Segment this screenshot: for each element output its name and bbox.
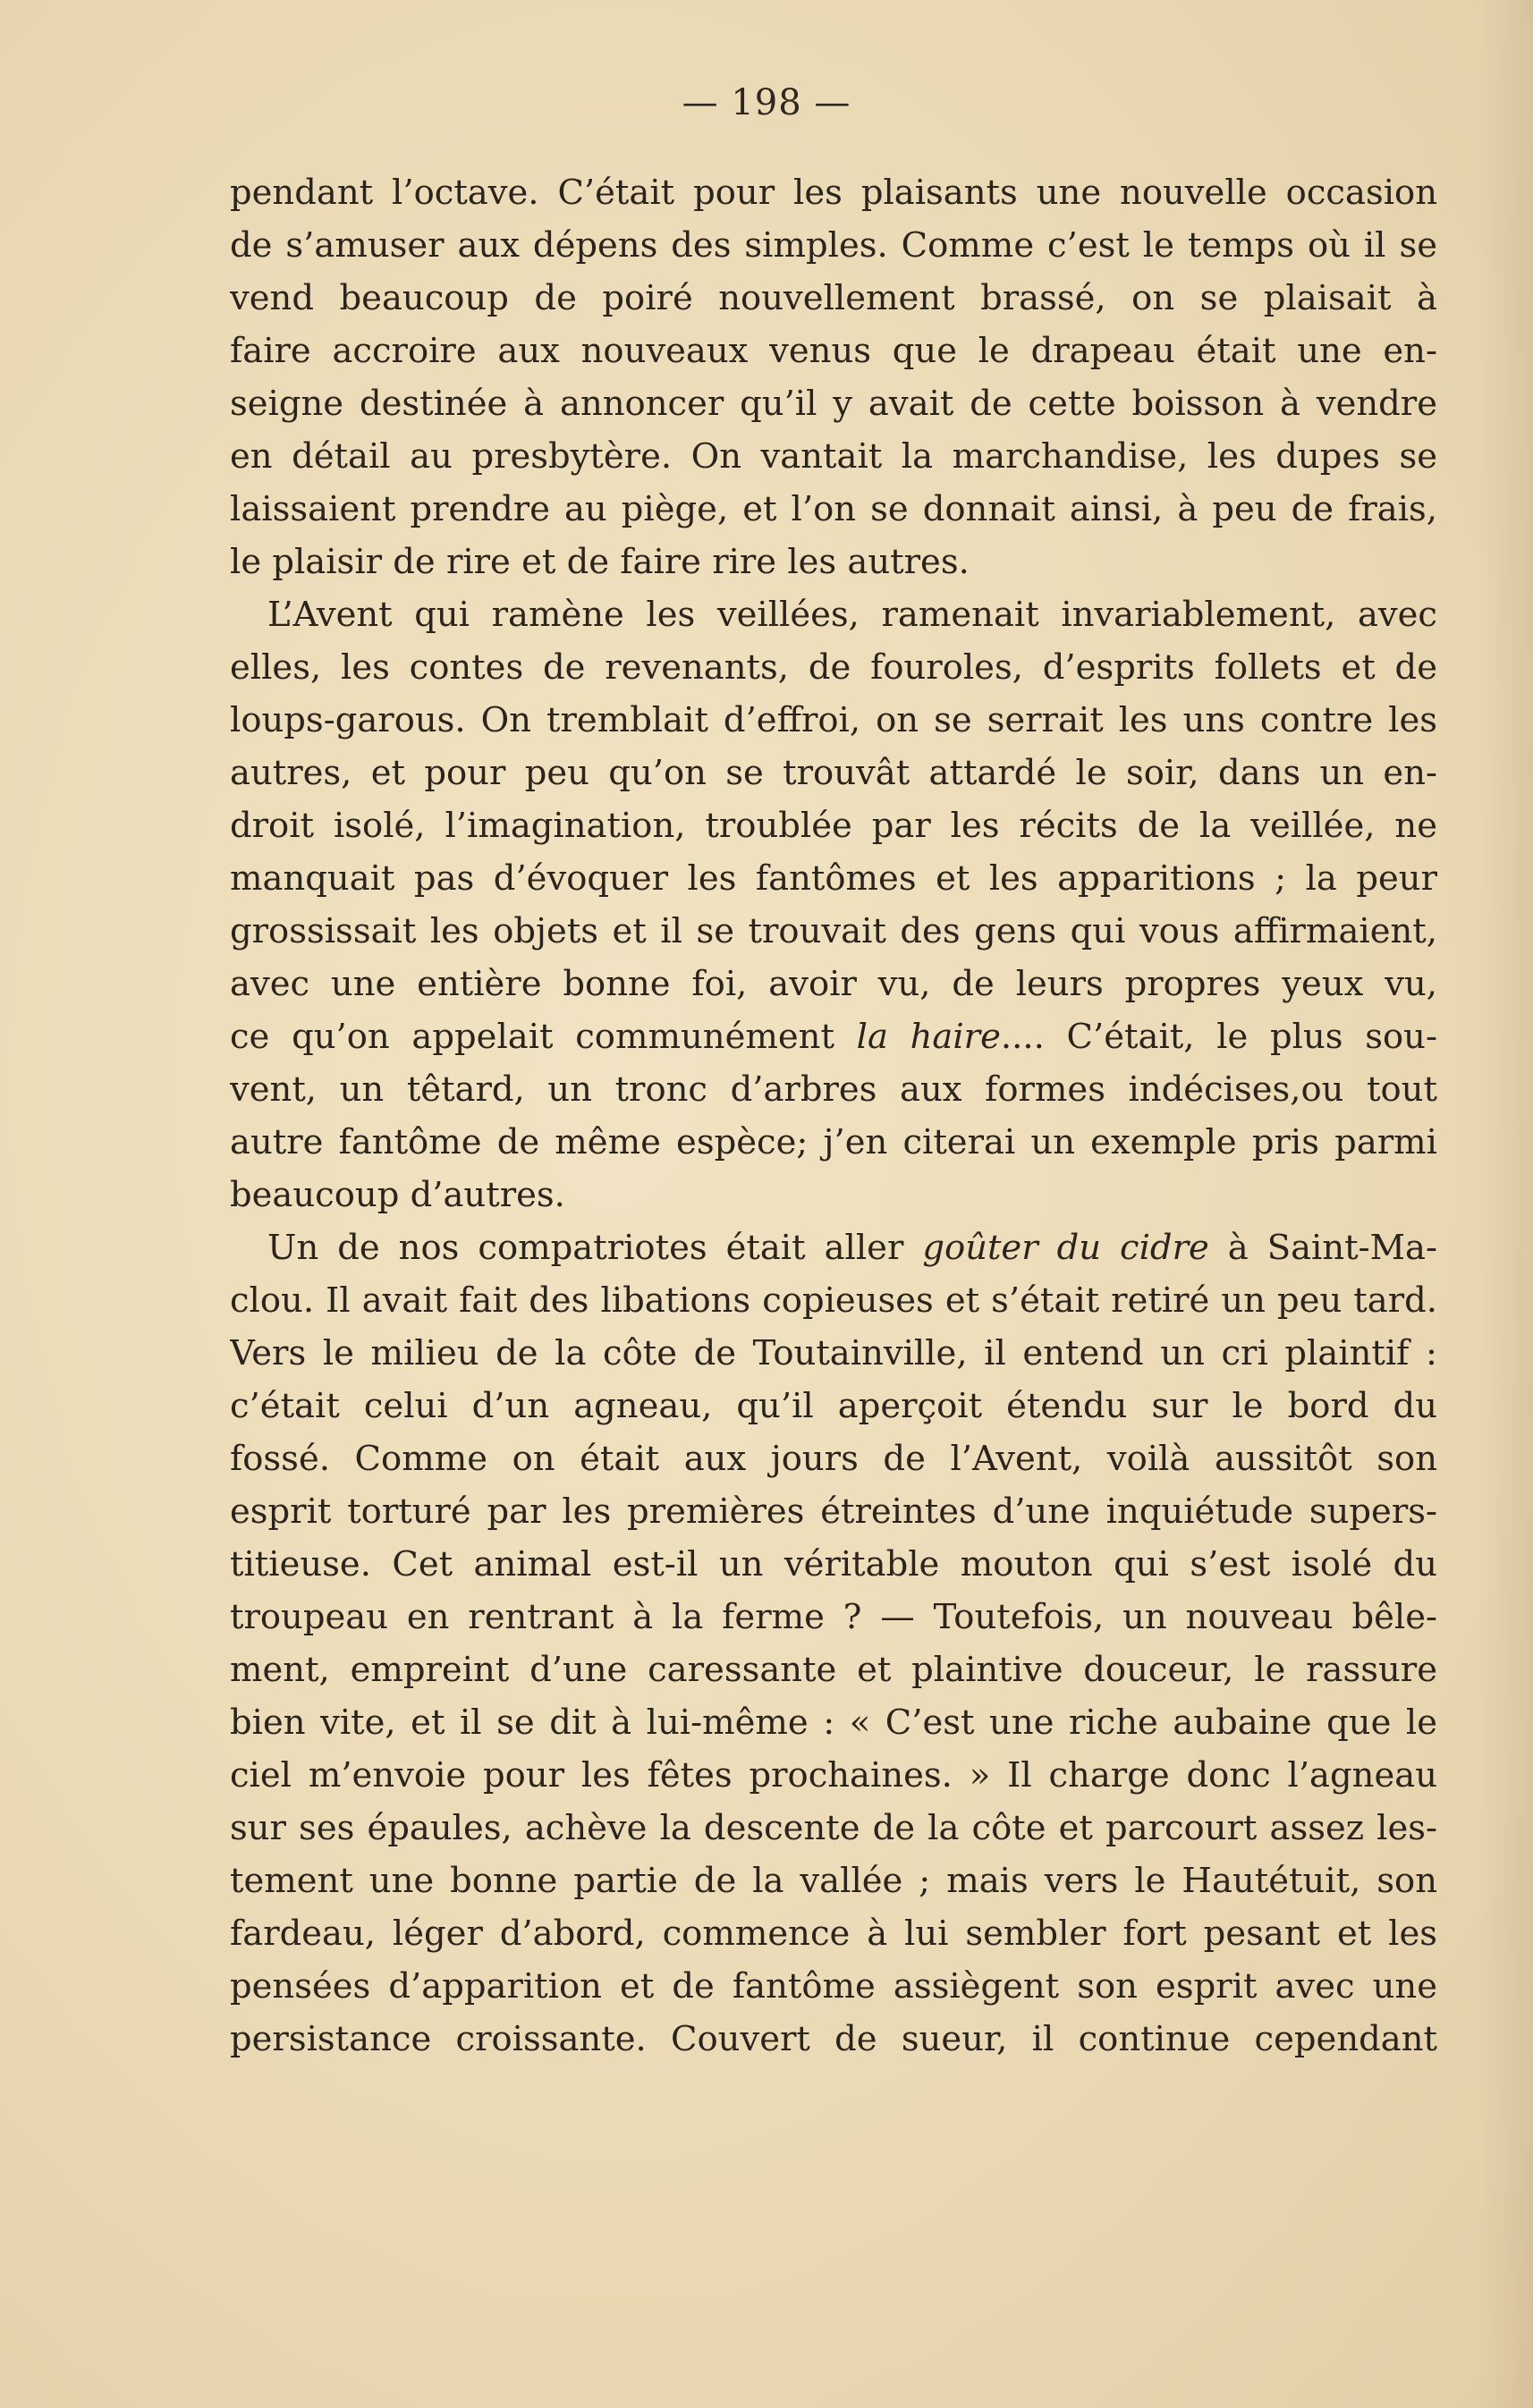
text-segment: ce qu’on appelait communément	[230, 1017, 857, 1057]
text-line	[230, 1538, 1437, 1591]
text-line	[230, 641, 1437, 694]
text-line	[230, 852, 1437, 905]
text-segment: esprit torturé par les premières étreintes d’une inquiétude supers-	[230, 1491, 1437, 1532]
text-segment: titieuse. Cet animal est-il un véritable mouton qui s’est isolé du	[230, 1544, 1437, 1584]
page-edge-shadow	[1479, 0, 1533, 2408]
text-line	[230, 747, 1437, 799]
text-line	[230, 799, 1437, 852]
text-segment: à Saint-Ma-	[1208, 1228, 1437, 1268]
text-segment: le plaisir de rire et de faire rire les autres.	[230, 542, 970, 582]
text-segment: pensées d’apparition et de fantôme assiègent son esprit avec une	[230, 1966, 1437, 2007]
text-line	[230, 1380, 1437, 1432]
text-line	[230, 166, 1437, 219]
text-line	[230, 219, 1437, 272]
text-line	[230, 483, 1437, 536]
text-segment: elles, les contes de revenants, de fouroles, d’esprits follets et de	[230, 647, 1437, 688]
text-segment: autres, et pour peu qu’on se trouvât attardé le soir, dans un en-	[230, 753, 1437, 793]
text-segment: grossissait les objets et il se trouvait des gens qui vous affirmaient,	[230, 911, 1437, 951]
text-line	[230, 1960, 1437, 2013]
text-line	[230, 2013, 1437, 2066]
text-line	[230, 1485, 1437, 1538]
text-segment: de s’amuser aux dépens des simples. Comme c’est le temps où il se	[230, 225, 1437, 266]
text-segment: autre fantôme de même espèce; j’en citerai un exemple pris parmi	[230, 1122, 1437, 1162]
text-line	[230, 1169, 1437, 1221]
text-segment: manquait pas d’évoquer les fantômes et les apparitions ; la peur	[230, 858, 1437, 899]
text-line	[230, 1643, 1437, 1696]
text-segment: en détail au presbytère. On vantait la marchandise, les dupes se	[230, 436, 1437, 477]
text-line	[230, 588, 1437, 641]
text-segment: laissaient prendre au piège, et l’on se donnait ainsi, à peu de frais,	[230, 489, 1437, 529]
text-segment: fossé. Comme on était aux jours de l’Avent, voilà aussitôt son	[230, 1439, 1437, 1479]
text-segment: L’Avent qui ramène les veillées, ramenait invariablement, avec	[267, 595, 1437, 635]
text-segment: Vers le milieu de la côte de Toutainville, il entend un cri plaintif :	[230, 1333, 1437, 1373]
text-segment: vent, un têtard, un tronc d’arbres aux formes indécises,ou tout	[230, 1069, 1437, 1110]
text-segment: c’était celui d’un agneau, qu’il aperçoit étendu sur le bord du	[230, 1386, 1437, 1426]
text-line	[230, 1221, 1437, 1274]
text-line	[230, 536, 1437, 588]
text-line	[230, 430, 1437, 483]
text-line	[230, 1802, 1437, 1855]
text-segment: droit isolé, l’imagination, troublée par les récits de la veillée, ne	[230, 806, 1437, 846]
text-line	[230, 1591, 1437, 1643]
text-segment: tement une bonne partie de la vallée ; mais vers le Hautétuit, son	[230, 1861, 1437, 1901]
text-segment: clou. Il avait fait des libations copieuses et s’était retiré un peu tard.	[230, 1280, 1437, 1321]
text-segment: beaucoup d’autres.	[230, 1175, 565, 1215]
text-line	[230, 1063, 1437, 1116]
text-line	[230, 905, 1437, 958]
text-line	[230, 325, 1437, 377]
text-segment: avec une entière bonne foi, avoir vu, de leurs propres yeux vu,	[230, 964, 1437, 1004]
text-segment: ciel m’envoie pour les fêtes prochaines. » Il charge donc l’agneau	[230, 1755, 1437, 1795]
page-number: — 198 —	[682, 82, 851, 123]
text-segment: persistance croissante. Couvert de sueur, il continue cependant	[230, 2019, 1437, 2059]
text-segment: Un de nos compatriotes était aller	[267, 1228, 923, 1268]
text-segment: troupeau en rentrant à la ferme ? — Toutefois, un nouveau bêle-	[230, 1597, 1437, 1637]
text-segment: faire accroire aux nouveaux venus que le drapeau était une en-	[230, 331, 1437, 371]
text-segment: loups-garous. On tremblait d’effroi, on se serrait les uns contre les	[230, 700, 1437, 740]
text-segment: seigne destinée à annoncer qu’il y avait de cette boisson à vendre	[230, 384, 1437, 424]
text-segment: vend beaucoup de poiré nouvellement brassé, on se plaisait à	[230, 278, 1437, 318]
text-segment: sur ses épaules, achève la descente de la côte et parcourt assez les-	[230, 1808, 1437, 1848]
text-line	[230, 1749, 1437, 1802]
text-line	[230, 1327, 1437, 1380]
text-segment: pendant l’octave. C’était pour les plaisants une nouvelle occasion	[230, 173, 1437, 213]
text-segment: ment, empreint d’une caressante et plaintive douceur, le rassure	[230, 1650, 1437, 1690]
italic-phrase: la haire	[856, 1017, 1001, 1057]
text-line	[230, 1274, 1437, 1327]
text-line	[230, 694, 1437, 747]
text-line	[230, 272, 1437, 325]
italic-phrase: goûter du cidre	[922, 1228, 1209, 1268]
text-segment: .... C’était, le plus sou-	[1000, 1017, 1437, 1057]
text-line	[230, 958, 1437, 1010]
text-line	[230, 1432, 1437, 1485]
text-line	[230, 377, 1437, 430]
text-segment: fardeau, léger d’abord, commence à lui sembler fort pesant et les	[230, 1914, 1437, 1954]
text-line	[230, 1010, 1437, 1063]
text-segment: bien vite, et il se dit à lui-même : « C’est une riche aubaine que le	[230, 1702, 1437, 1743]
text-line	[230, 1116, 1437, 1169]
body-text	[230, 166, 1437, 2066]
text-line	[230, 1855, 1437, 1907]
text-line	[230, 1907, 1437, 1960]
text-line	[230, 1696, 1437, 1749]
